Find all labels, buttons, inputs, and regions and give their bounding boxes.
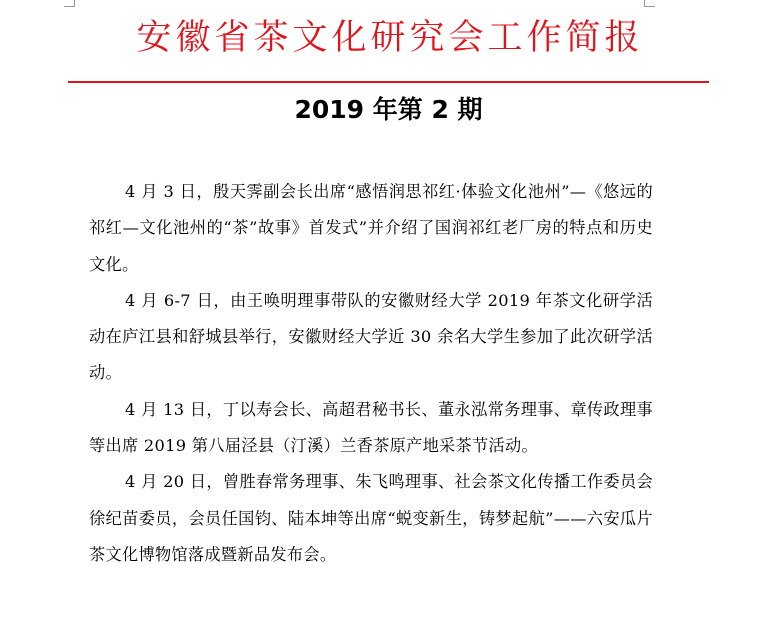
bulletin-masthead: 安徽省茶文化研究会工作简报 — [136, 18, 644, 58]
news-paragraph: 4 月 6-7 日，由王唤明理事带队的安徽财经大学 2019 年茶文化研学活动在庐江县和舒城县举行，安徽财经大学近 30 余名大学生参加了此次研学活动。 — [89, 290, 653, 383]
news-paragraph: 4 月 13 日，丁以寿会长、高超君秘书长、董永泓常务理事、章传政理事等出席 2019 第八届泾县（汀溪）兰香茶原产地采茶节活动。 — [89, 399, 653, 456]
issue-number: 2019 年第 2 期 — [294, 95, 483, 124]
masthead-divider — [68, 81, 709, 83]
news-paragraph: 4 月 3 日，殷天霁副会长出席“感悟润思祁红·体验文化池州”—《悠远的祁红—文化池州的“茶”故事》首发式”并介绍了国润祁红老厂房的特点和历史文化。 — [89, 182, 653, 274]
crop-mark-left — [64, 0, 75, 7]
bulletin-body — [89, 174, 653, 573]
crop-mark-right — [644, 0, 655, 7]
news-paragraph: 4 月 20 日，曾胜春常务理事、朱飞鸣理事、社会茶文化传播工作委员会徐纪苗委员，会员任国钧、陆本坤等出席“蜕变新生，铸梦起航”——六安瓜片茶文化博物馆落成暨新品发布会。 — [89, 472, 653, 564]
